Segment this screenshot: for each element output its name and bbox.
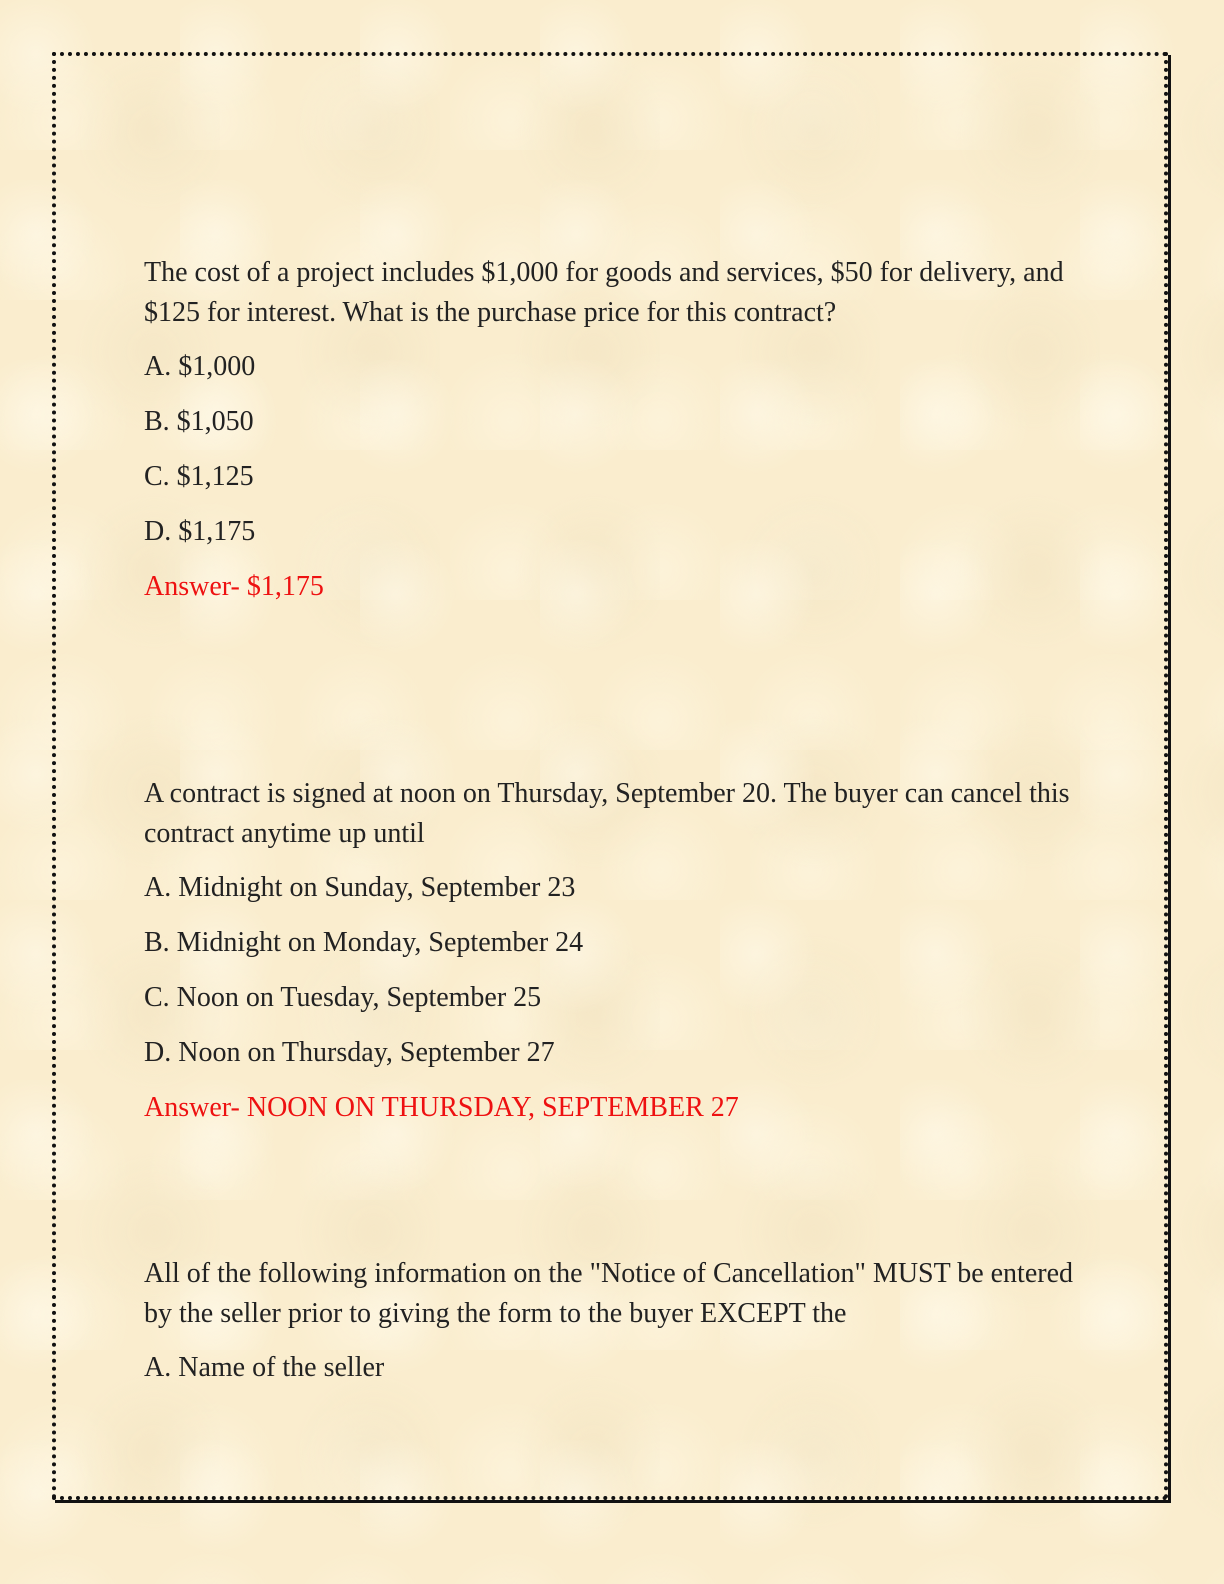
option-c: C. Noon on Tuesday, September 25 [144, 982, 542, 1013]
answer-text: Answer- $1,175 [144, 571, 324, 602]
option-a: A. $1,000 [144, 351, 256, 382]
option-b: B. Midnight on Monday, September 24 [144, 927, 584, 958]
question-3 [144, 1254, 1084, 1403]
option-d: D. $1,175 [144, 516, 256, 547]
document-content [144, 253, 1084, 1383]
question-text: All of the following information on the "Notice of Cancellation" MUST be entered by the seller prior to giving the form to the buyer EXCEPT the [144, 1258, 1074, 1329]
option-a: A. Name of the seller [144, 1352, 385, 1383]
option-b: B. $1,050 [144, 406, 254, 437]
question-1 [144, 253, 1084, 607]
answer-text: Answer- NOON ON THURSDAY, SEPTEMBER 27 [144, 1092, 739, 1123]
option-d: D. Noon on Thursday, September 27 [144, 1037, 555, 1068]
option-a: A. Midnight on Sunday, September 23 [144, 872, 576, 903]
question-text: The cost of a project includes $1,000 for goods and services, $50 for delivery, and $125 for interest. What is the purchase price for this contract? [144, 257, 1064, 328]
question-text: A contract is signed at noon on Thursday, September 20. The buyer can cancel this contract anytime up until [144, 778, 1070, 849]
question-2 [144, 774, 1084, 1128]
option-c: C. $1,125 [144, 461, 254, 492]
